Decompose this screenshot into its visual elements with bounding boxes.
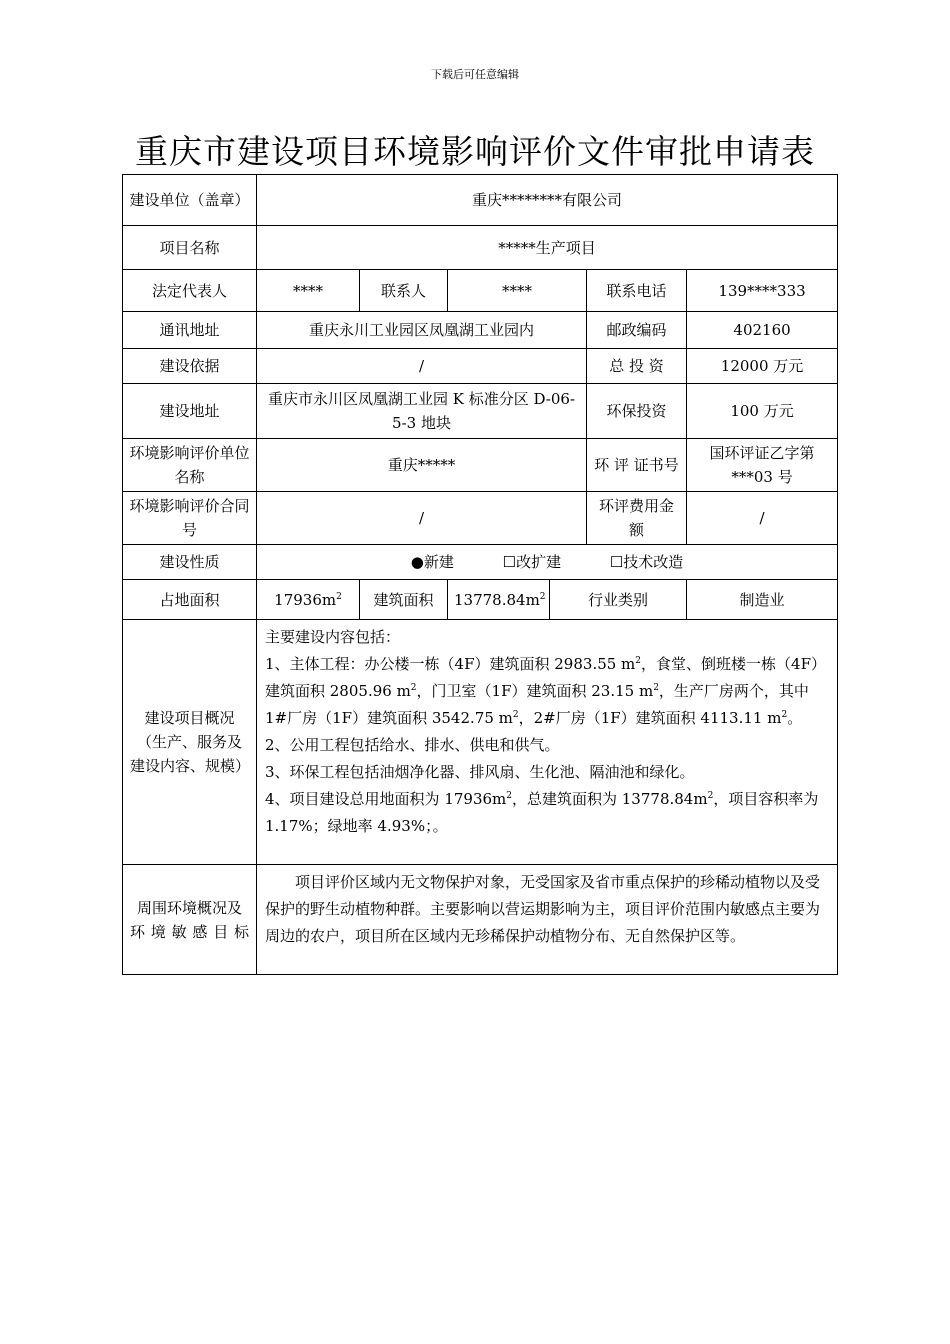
industry-label: 行业类别 (550, 580, 687, 620)
page-title: 重庆市建设项目环境影响评价文件审批申请表 (135, 132, 815, 171)
surround-content (257, 865, 838, 975)
contact-label: 联系人 (360, 270, 448, 312)
land-area-value (257, 580, 360, 620)
overview-intro: 主要建设内容包括： (265, 628, 401, 646)
basis-value: / (257, 349, 587, 384)
eia-unit-label: 环境影响评价单位名称 (123, 439, 257, 492)
postcode-label: 邮政编码 (587, 312, 687, 349)
unit-value: 重庆********有限公司 (257, 175, 838, 226)
land-area-unit-sup: 2 (336, 591, 342, 602)
land-area-label: 占地面积 (123, 580, 257, 620)
total-invest-label: 总 投 资 (587, 349, 687, 384)
cert-value: 国环评证乙字第***03 号 (687, 439, 838, 492)
address-label: 通讯地址 (123, 312, 257, 349)
nature-option-tech[interactable]: ☐技术改造 (609, 553, 684, 571)
surround-text: 项目评价区域内无文物保护对象，无受国家及省市重点保护的珍稀动植物以及受保护的野生动植物种群。主要影响以营运期影响为主，项目评价范围内敏感点主要为周边的农户，项目所在区域内无珍稀保护动植物分布、无自然保护区等。 (265, 873, 821, 945)
nature-option-expand[interactable]: ☐改扩建 (502, 553, 562, 571)
nature-label: 建设性质 (123, 545, 257, 580)
contract-label: 环境影响评价合同号 (123, 492, 257, 545)
overview-item-3: 3、环保工程包括油烟净化器、排风扇、生化池、隔油池和绿化。 (265, 763, 695, 781)
contract-value: / (257, 492, 587, 545)
overview-item-2: 2、公用工程包括给水、排水、供电和供气。 (265, 736, 560, 754)
nature-option-new[interactable]: ●新建 (410, 553, 454, 571)
cert-label: 环 评 证书号 (587, 439, 687, 492)
basis-label: 建设依据 (123, 349, 257, 384)
legal-rep-label: 法定代表人 (123, 270, 257, 312)
nature-options (257, 545, 838, 580)
phone-label: 联系电话 (587, 270, 687, 312)
industry-value: 制造业 (687, 580, 838, 620)
overview-item-4: 4、项目建设总用地面积为 $17936m^2$，总建筑面积为 $13778.84m^2$，项目容积率为 1.17%；绿地率 4.93%；。 (265, 790, 819, 835)
site-value: 重庆市永川区凤凰湖工业园 K 标准分区 D-06-5-3 地块 (257, 384, 587, 439)
project-name-value: *****生产项目 (257, 226, 838, 270)
address-value: 重庆永川工业园区凤凰湖工业园内 (257, 312, 587, 349)
site-label: 建设地址 (123, 384, 257, 439)
building-area-label: 建筑面积 (360, 580, 448, 620)
overview-item-1: 1、主体工程：办公楼一栋（4F）建筑面积 2983.55 $m^2$，食堂、倒班楼一栋（4F）建筑面积 2805.96 $m^2$，门卫室（1F）建筑面积 23.15 $m^2$，生产厂房两个，其中 1#厂房（1F）建筑面积 3542.75 $m^2$，2#厂房（1F）建筑面积 4113.11 $m^2$。 (265, 655, 826, 727)
overview-content (257, 620, 838, 865)
surround-label: 周围环境概况及环境敏感目标 (123, 865, 257, 975)
env-invest-value: 100 万元 (687, 384, 838, 439)
application-form-table (122, 174, 838, 975)
overview-label: 建设项目概况（生产、服务及建设内容、规模） (123, 620, 257, 865)
legal-rep-value: **** (257, 270, 360, 312)
project-name-label: 项目名称 (123, 226, 257, 270)
phone-value: 139****333 (687, 270, 838, 312)
land-area-number: 17936m (274, 590, 337, 609)
building-area-unit-sup: 2 (539, 591, 546, 602)
eia-unit-value: 重庆***** (257, 439, 587, 492)
fee-label: 环评费用金额 (587, 492, 687, 545)
contact-value: **** (448, 270, 587, 312)
unit-label: 建设单位（盖章） (123, 175, 257, 226)
fee-value: / (687, 492, 838, 545)
header-note: 下载后可任意编辑 (431, 68, 519, 81)
postcode-value: 402160 (687, 312, 838, 349)
building-area-number: 13778.84m (454, 590, 540, 609)
env-invest-label: 环保投资 (587, 384, 687, 439)
total-invest-value: 12000 万元 (687, 349, 838, 384)
building-area-value (448, 580, 550, 620)
